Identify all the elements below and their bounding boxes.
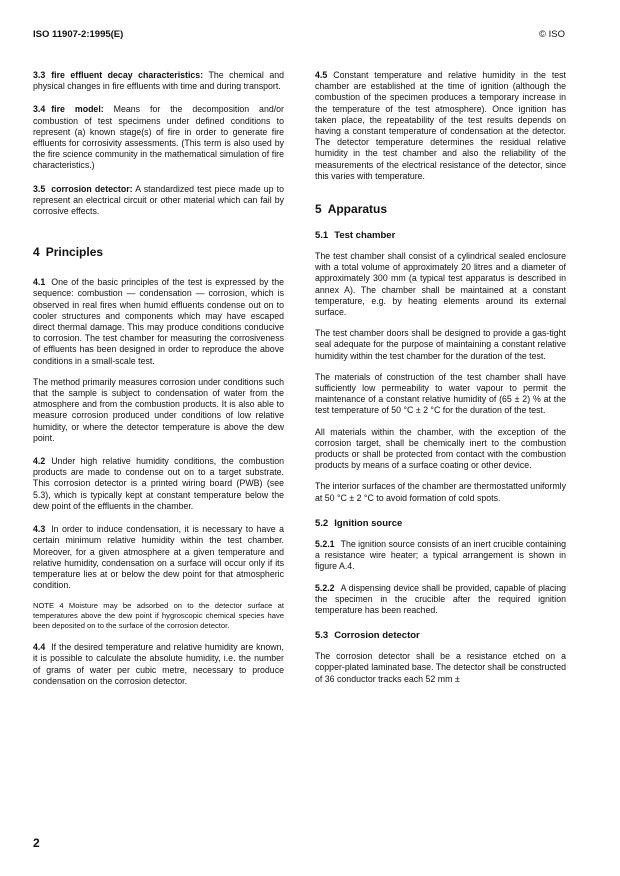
definition-3-3: 3.3 fire effluent decay characteristics: The chemical and physical changes in fire effluents with time and during transport. — [33, 70, 284, 92]
copyright-mark: © ISO — [538, 29, 565, 40]
paragraph-5-1-e: The interior surfaces of the chamber are thermostatted uniformly at 50 °C ± 2 °C to avoid formation of cold spots. — [315, 481, 566, 503]
section-5-heading: 5 Apparatus — [315, 202, 388, 217]
section-4-heading: 4 Principles — [33, 245, 104, 260]
paragraph-5-1-c: The materials of construction of the test chamber shall have sufficiently low permeability to water vapour to permit the maintenance of a constant relative humidity of (65 ± 2) % at the test temperature of 50 °C ± 2 °C for the duration of the test. — [315, 371, 566, 416]
paragraph-4-5: 4.5 Constant temperature and relative humidity in the test chamber are established at the time of ignition (although the combustion of the specimen produces a temporary increase in the temperature of the test atmosphere). Once ignition has taken place, the repeatability of the test results depends on having a constant temperature of condensation at the detector. The detector temperature determines the residual relative humidity in the test chamber and also the reliability of the measurements of the electrical resistance of the detector, since this varies with temperature. — [315, 70, 566, 181]
paragraph-5-2-2: 5.2.2 A dispensing device shall be provided, capable of placing the specimen in the crucible after the required ignition temperature has been reached. — [315, 582, 566, 615]
page-number: 2 — [33, 836, 40, 850]
paragraph-5-1-b: The test chamber doors shall be designed to provide a gas-tight seal adequate for the purpose of maintaining a constant relative humidity within the test chamber for the duration of the test. — [315, 328, 566, 361]
subsection-5-2-heading: 5.2 Ignition source — [315, 517, 403, 529]
paragraph-5-3: The corrosion detector shall be a resistance etched on a copper-plated laminated base. The detector shall be constructed of 36 conductor tracks each 52 mm ± — [315, 651, 566, 684]
standard-reference: ISO 11907-2:1995(E) — [33, 29, 124, 40]
definition-3-4: 3.4 fire model: Means for the decomposition and/or combustion of test specimens under defined conditions to represent (a) known stage(s) of fire in order to generate fire effluents for corrosivity assessments. (This term is also used by the fire science community in the mathematical simulation of fire characteristics.) — [33, 104, 284, 171]
note-4: NOTE 4 Moisture may be adsorbed on to the detector surface at temperatures above the dew point if hygroscopic chemical species have been deposited on to the surface of the corrosion detector. — [33, 601, 284, 630]
paragraph-5-2-1: 5.2.1 The ignition source consists of an inert crucible containing a resistance wire heater; a typical arrangement is shown in figure A.4. — [315, 538, 566, 572]
paragraph-5-1-a: The test chamber shall consist of a cylindrical sealed enclosure with a total volume of approximately 20 litres and a diameter of approximately 300 mm (a typical test apparatus is described in annex A). The chamber shall be maintained at a constant temperature, e.g. by heating elements around its external surface. — [315, 251, 566, 318]
paragraph-4-2: 4.2 Under high relative humidity conditions, the combustion products are made to condense out on to a target substrate. This corrosion detector is a printed wiring board (PWB) (see 5.3), which is typically kept at constant temperature below the dew point of the effluents in the chamber. — [33, 456, 284, 511]
paragraph-4-1-continued: The method primarily measures corrosion under conditions such that the sample is subject to condensation of water from the atmosphere and from the combustion products. It is also able to measure corrosion produced under conditions of low relative humidity, or where the detector temperature is above the dew point. — [33, 376, 284, 443]
definition-3-5: 3.5 corrosion detector: A standardized test piece made up to represent an electrical circuit or other material which can fail by corrosive effects. — [33, 183, 284, 217]
subsection-5-3-heading: 5.3 Corrosion detector — [315, 630, 420, 642]
left-column — [33, 70, 284, 697]
paragraph-5-1-d: All materials within the chamber, with the exception of the corrosion target, shall be chemically inert to the combustion products or shall be protected from contact with the combustion products by means of a surface coating or other device. — [315, 426, 566, 471]
right-column — [315, 70, 566, 695]
paragraph-4-3: 4.3 In order to induce condensation, it is necessary to have a certain minimum relative humidity within the test chamber. Moreover, for a given atmosphere at a given temperature and relative humidity, condensation on a surface will occur only if its temperature lies at or below the dew point for that atmospheric condition. — [33, 524, 284, 591]
paragraph-4-4: 4.4 If the desired temperature and relative humidity are known, it is possible to calculate the absolute humidity, i.e. the number of grams of water per cubic metre, necessary to produce condensation on the corrosion detector. — [33, 642, 284, 686]
paragraph-4-1: 4.1 One of the basic principles of the test is expressed by the sequence: combustion — condensation — corrosion, which is observed in real fires when humid effluents condense out on to cooler structures and components which may have escaped direct thermal damage. This may produce conditions conducive to corrosion. The test chamber for measuring the corrosiveness of effluents has been designed in order to reproduce the above conditions in a small-scale test. — [33, 277, 284, 366]
subsection-5-1-heading: 5.1 Test chamber — [315, 230, 396, 242]
